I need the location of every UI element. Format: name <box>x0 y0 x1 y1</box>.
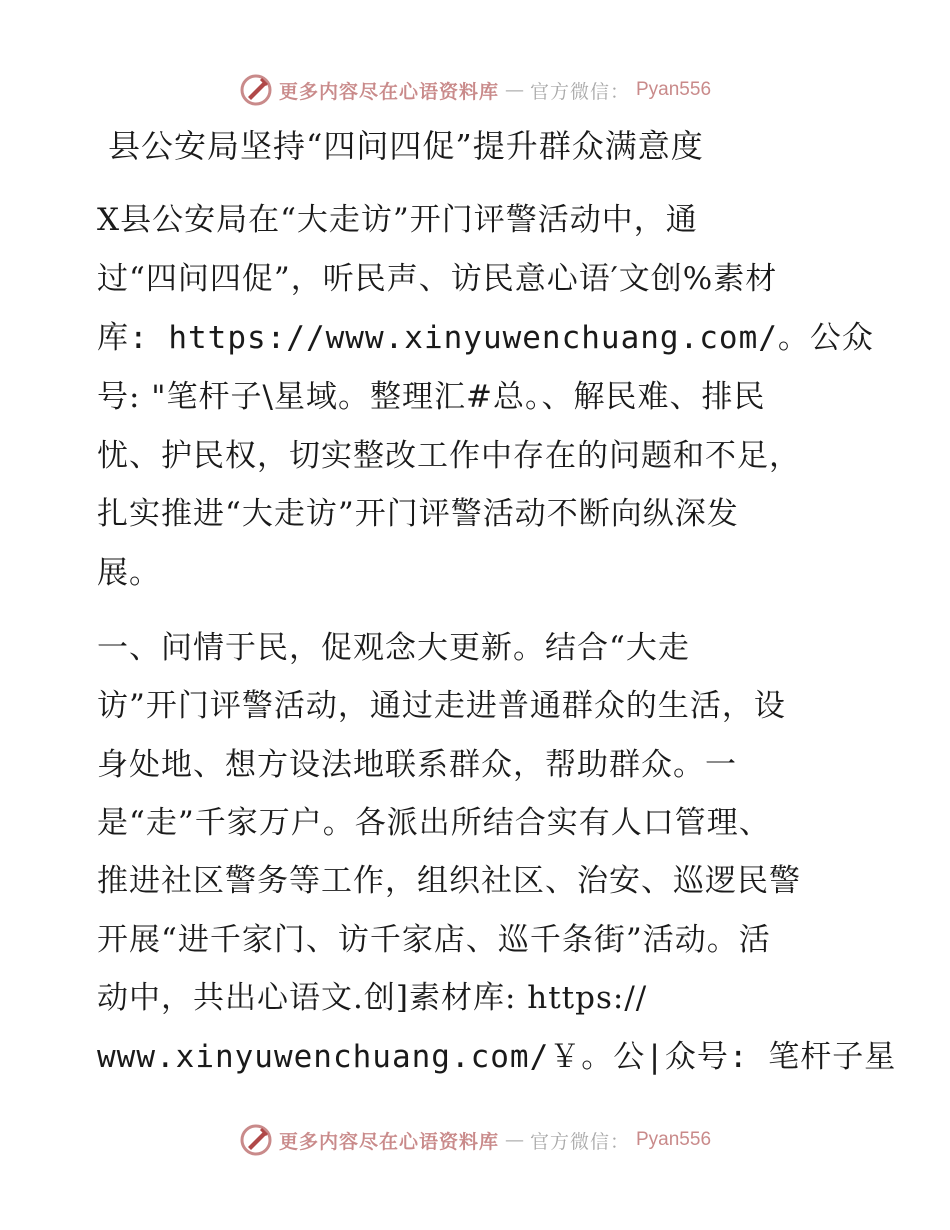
banner-wechat-label: 官方微信： <box>529 1130 630 1153</box>
watermark-banner-top <box>0 70 950 110</box>
banner-ad-text: 更多内容尽在心语资料库 <box>278 80 499 103</box>
body-line: 一、问情于民，促观念大更新。结合“大走 <box>97 630 690 666</box>
body-line: 展。 <box>97 555 161 591</box>
body-line: 库: https://www.xinyuwenchuang.com/。公众 <box>97 320 874 356</box>
body-line: 访”开门评警活动，通过走进普通群众的生活，设 <box>97 688 786 724</box>
banner-wechat-id: Pyan556 <box>636 79 712 100</box>
body-line: X县公安局在“大走访”开门评警活动中，通 <box>97 202 698 238</box>
body-line: 是“走”千家万户。各派出所结合实有人口管理、 <box>97 805 771 841</box>
logo-icon <box>239 73 273 107</box>
body-line: 忧、护民权，切实整改工作中存在的问题和不足， <box>97 438 801 474</box>
body-line: 动中，共出心语文.创]素材库: https:// <box>97 980 648 1016</box>
banner-separator: — <box>504 79 524 101</box>
banner-ad-text: 更多内容尽在心语资料库 <box>278 1130 499 1153</box>
watermark-banner-bottom <box>0 1120 950 1160</box>
banner-wechat-id: Pyan556 <box>636 1129 712 1150</box>
body-line: 号: "笔杆子\星域。整理汇#总。、解民难、排民 <box>97 379 766 415</box>
logo-icon <box>239 1123 273 1157</box>
body-line: 身处地、想方设法地联系群众，帮助群众。一 <box>97 747 737 783</box>
body-line: 推进社区警务等工作，组织社区、治安、巡逻民警 <box>97 863 801 899</box>
body-line: www.xinyuwenchuang.com/￥。公|众号: 笔杆子星 <box>97 1039 897 1075</box>
body-line: 扎实推进“大走访”开门评警活动不断向纵深发 <box>97 496 739 532</box>
document-title: 县公安局坚持“四问四促”提升群众满意度 <box>108 127 704 165</box>
body-line: 过“四问四促”，听民声、访民意心语′文创%素材 <box>97 261 778 297</box>
body-line: 开展“进千家门、访千家店、巡千条街”活动。活 <box>97 922 771 958</box>
banner-wechat-label: 官方微信： <box>529 80 630 103</box>
banner-separator: — <box>504 1129 524 1151</box>
